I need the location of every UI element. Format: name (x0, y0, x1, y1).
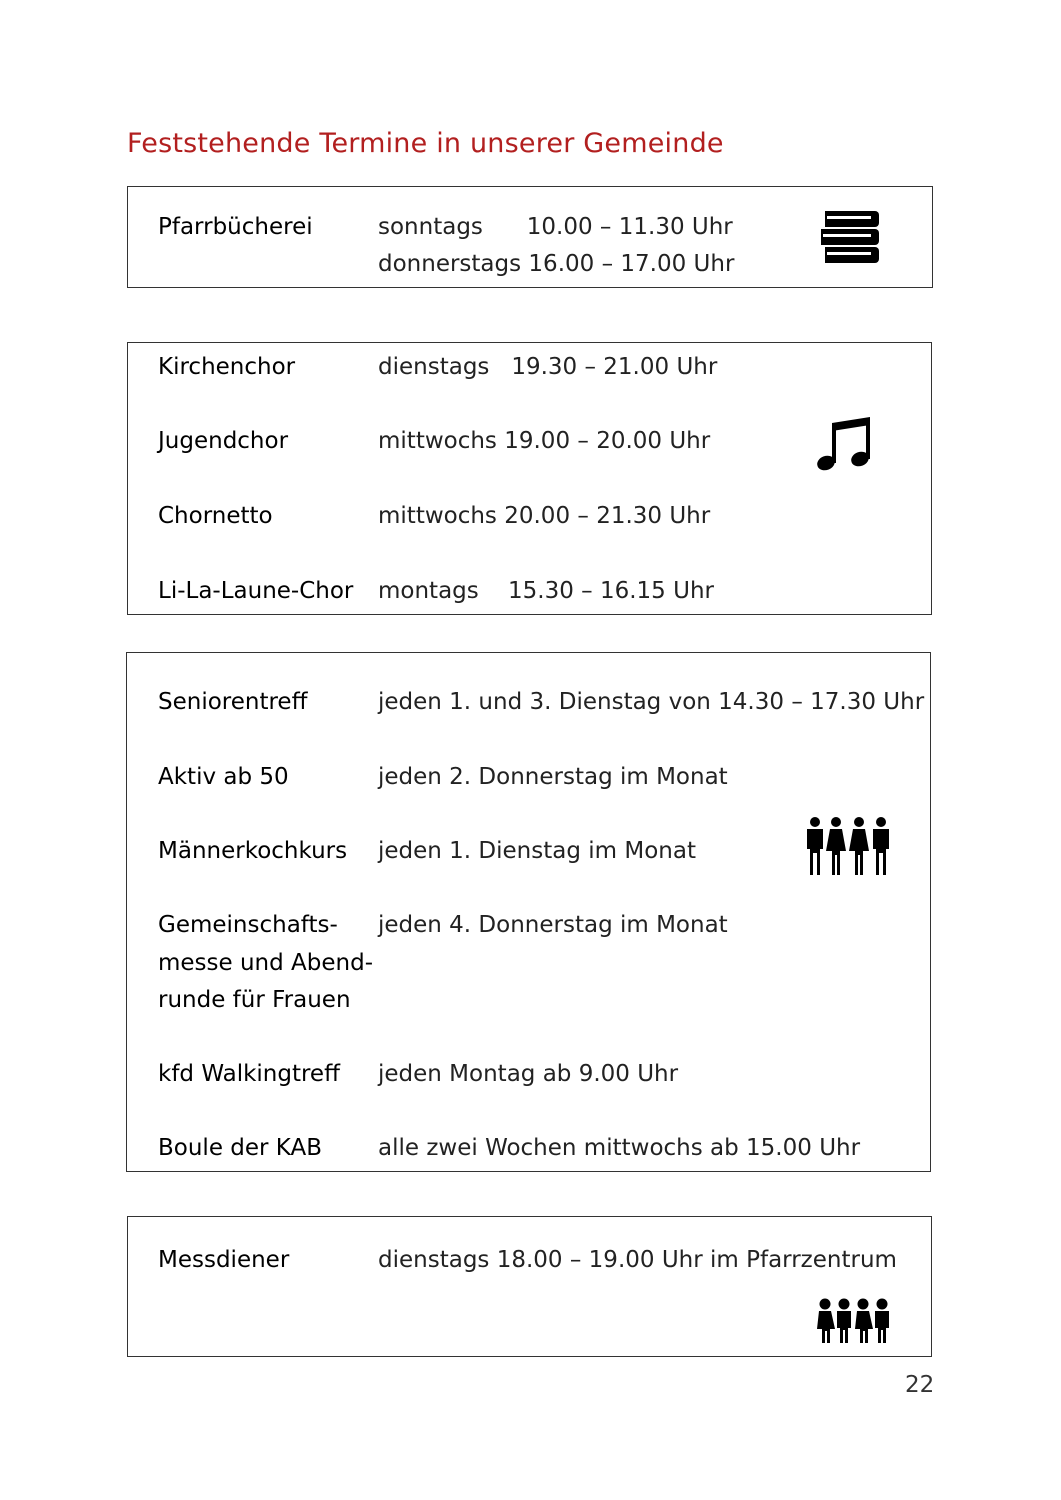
row-label: kfd Walkingtreff (158, 1061, 340, 1087)
row-label: Kirchenchor (158, 354, 296, 380)
page-title: Feststehende Termine in unserer Gemeinde (127, 128, 724, 159)
row-label: Boule der KAB (158, 1135, 322, 1161)
row-value: alle zwei Wochen mittwochs ab 15.00 Uhr (378, 1135, 861, 1161)
row-label: Messdiener (158, 1247, 290, 1273)
row-label: Li-La-Laune-Chor (158, 578, 354, 604)
row-value: jeden 2. Donnerstag im Monat (378, 764, 728, 790)
people-icon (804, 817, 892, 877)
row-value: dienstags 18.00 – 19.00 Uhr im Pfarrzentrum (378, 1247, 897, 1273)
row-value: jeden Montag ab 9.00 Uhr (378, 1061, 679, 1087)
row-value: jeden 1. Dienstag im Monat (378, 838, 696, 864)
row-label: messe und Abend- (158, 950, 374, 976)
row-label: Jugendchor (158, 428, 289, 454)
row-label: runde für Frauen (158, 987, 351, 1013)
row-value: dienstags 19.30 – 21.00 Uhr (378, 354, 718, 380)
row-value: mittwochs 19.00 – 20.00 Uhr (378, 428, 711, 454)
music-note-icon (815, 415, 873, 473)
row-label: Seniorentreff (158, 689, 308, 715)
row-label: Männerkochkurs (158, 838, 348, 864)
row-value: sonntags 10.00 – 11.30 Uhr (378, 214, 733, 240)
choir-box (127, 342, 932, 615)
row-label: Aktiv ab 50 (158, 764, 289, 790)
row-label: Gemeinschafts- (158, 912, 338, 938)
page-number: 22 (905, 1372, 935, 1398)
row-value: jeden 4. Donnerstag im Monat (378, 912, 728, 938)
row-value: jeden 1. und 3. Dienstag von 14.30 – 17.30 Uhr (378, 689, 925, 715)
row-value: donnerstags 16.00 – 17.00 Uhr (378, 251, 735, 277)
row-label: Chornetto (158, 503, 273, 529)
row-value: montags 15.30 – 16.15 Uhr (378, 578, 714, 604)
altar-servers-box (127, 1216, 932, 1357)
books-icon (817, 207, 883, 265)
children-icon (816, 1298, 892, 1344)
row-value: mittwochs 20.00 – 21.30 Uhr (378, 503, 711, 529)
row-label: Pfarrbücherei (158, 214, 313, 240)
